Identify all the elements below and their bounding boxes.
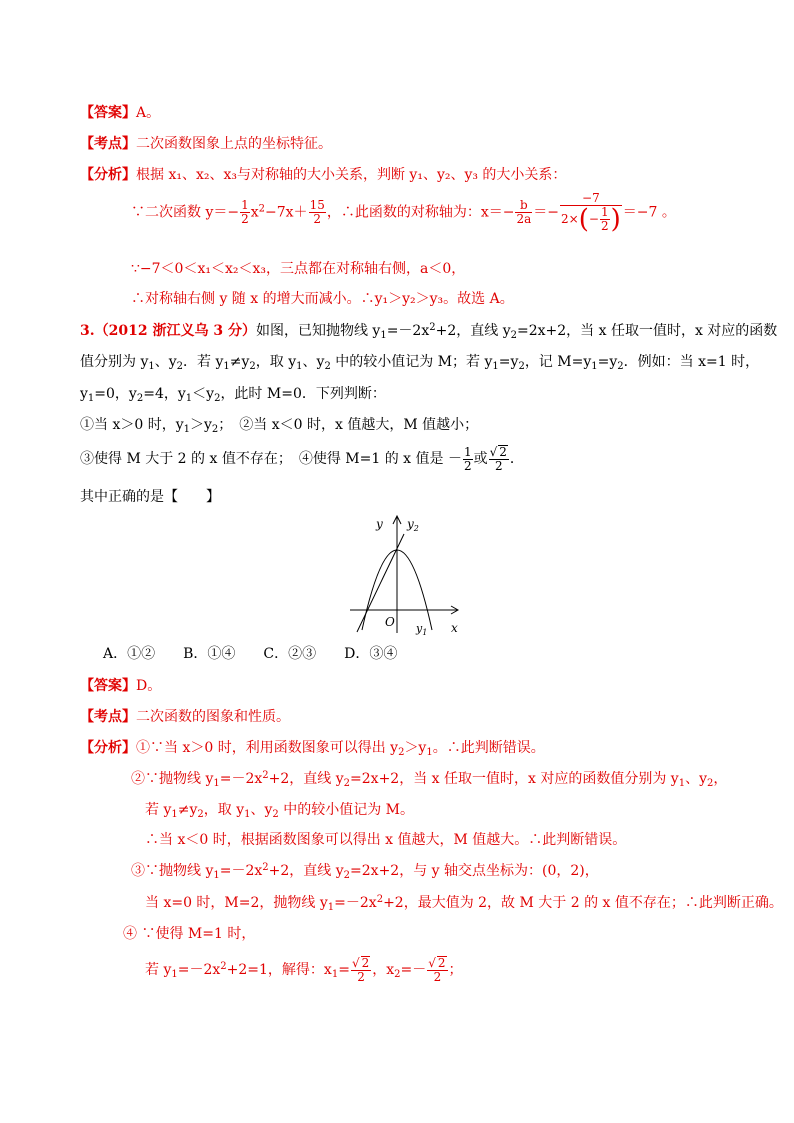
- step2: ∵−7＜0＜x₁＜x₂＜x₃，三点都在对称轴右侧，a＜0，: [131, 261, 466, 277]
- step3: ∴对称轴右侧 y 随 x 的增大而减小。∴y₁＞y₂＞y₃。故选 A。: [131, 291, 514, 307]
- y2-label: $y_2$: [407, 517, 419, 533]
- answer-label: 【答案】: [80, 105, 136, 121]
- fenxi3-step2b: 若 $y_1\ne y_2$，取 $y_1$、$y_2$ 中的较小值记为 M。: [145, 802, 415, 820]
- q3-line5: ③使得 M 大于 2 的 x 值不存在； ④使得 M=1 的 x 值是 － $\frac{1}{2}$ 或 $\frac{√ 2}{2}$ ．: [80, 444, 524, 473]
- kaodian3-line: [80, 707, 290, 727]
- parabola-graph: [340, 510, 470, 638]
- answer3-line: [80, 676, 161, 696]
- q3-line2: 值分别为 $y_1$、$y_2$．若 $y_1\ne y_2$，取 $y_1$、$y_2$ 中的较小值记为 M；若 $y_1=y_2$，记 $M=y_1=y_2$．例如：当 x=1 时，: [80, 354, 760, 372]
- q3-number: 3.: [80, 323, 95, 339]
- kaodian-line: [80, 134, 332, 154]
- fenxi3-step3b: 当 x=0 时，M=2，抛物线 $y_1=-2x^2+2$，最大值为 2，故 M 大于 2 的 x 值不存在；∴此判断正确。: [145, 894, 783, 913]
- fenxi3-step4a: ④ ∵使得 M=1 时，: [123, 926, 256, 942]
- fenxi3-step2a: ②∵抛物线 $y_1=-2x^2+2$，直线 $y_2=2x+2$，当 x 任取一值时，x 对应的函数值分别为 $y_1$、$y_2$，: [131, 770, 728, 789]
- q3-line4: ①当 x＞0 时，$y_1>y_2$； ②当 x＜0 时，x 值越大，M 值越小；: [80, 417, 479, 435]
- q3-source: （2012 浙江义乌 3 分）: [94, 323, 256, 339]
- answer3-label: 【答案】: [80, 678, 136, 694]
- fenxi-label: 【分析】: [80, 167, 136, 183]
- fenxi3-step2c: ∴当 x＜0 时，根据函数图象可以得出 x 值越大，M 值越大。∴此判断错误。: [145, 832, 627, 848]
- answer-line: [80, 103, 160, 123]
- fenxi-head: 根据 x₁、x₂、x₃与对称轴的大小关系，判断 y₁、y₂、y₃ 的大小关系：: [136, 167, 567, 183]
- answer3-value: D。: [136, 678, 162, 694]
- qizhong-line: 其中正确的是【 】: [80, 489, 220, 505]
- kaodian3-text: 二次函数的图象和性质。: [136, 709, 290, 725]
- fenxi3-line: 【分析】①∵当 x＞0 时，利用函数图象可以得出 $y_2>y_1$。∴此判断错误。: [80, 740, 545, 758]
- fenxi3-label: 【分析】: [80, 740, 136, 756]
- options-line: A．①② B．①④ C．②③ D．③④: [103, 646, 398, 662]
- q3-line3: $y_1=0$，$y_2=4$，$y_1<y_2$，此时 M=0．下列判断：: [80, 386, 386, 404]
- fenxi3-step4b: 若 $y_1=-2x^2+2=1$，解得：$x_1=$ $\frac{√ 2}{2}$ ，$x_2=-$ $\frac{√ 2}{2}$ ；: [145, 956, 463, 984]
- fenxi-line: [80, 165, 566, 185]
- x-axis-label: x: [451, 621, 458, 635]
- fenxi3-step3a: ③∵抛物线 $y_1=-2x^2+2$，直线 $y_2=2x+2$，与 y 轴交点坐标为：(0，2)，: [131, 862, 599, 881]
- y1-label: $y_1$: [416, 622, 428, 637]
- answer-value: A。: [136, 105, 161, 121]
- kaodian-text: 二次函数图象上点的坐标特征。: [136, 136, 332, 152]
- origin-label: O: [385, 615, 395, 629]
- axis-formula: ∵二次函数 y＝− $\frac{1}{2}$ $x^2-7x+$ $\frac{15}{2}$ ，∴此函数的对称轴为：x＝− $\frac{b}{2a}$ ＝− −7 2×(− $\frac{1}{2}$ ) ＝−7 。: [131, 191, 676, 235]
- q3-line1: 3.（2012 浙江义乌 3 分）如图，已知抛物线 $y_1=-2x^2+2$，直线 $y_2=2x+2$，当 x 任取一值时，x 对应的函数: [80, 322, 778, 341]
- y-axis-label: y: [376, 517, 383, 531]
- kaodian3-label: 【考点】: [80, 709, 136, 725]
- kaodian-label: 【考点】: [80, 136, 136, 152]
